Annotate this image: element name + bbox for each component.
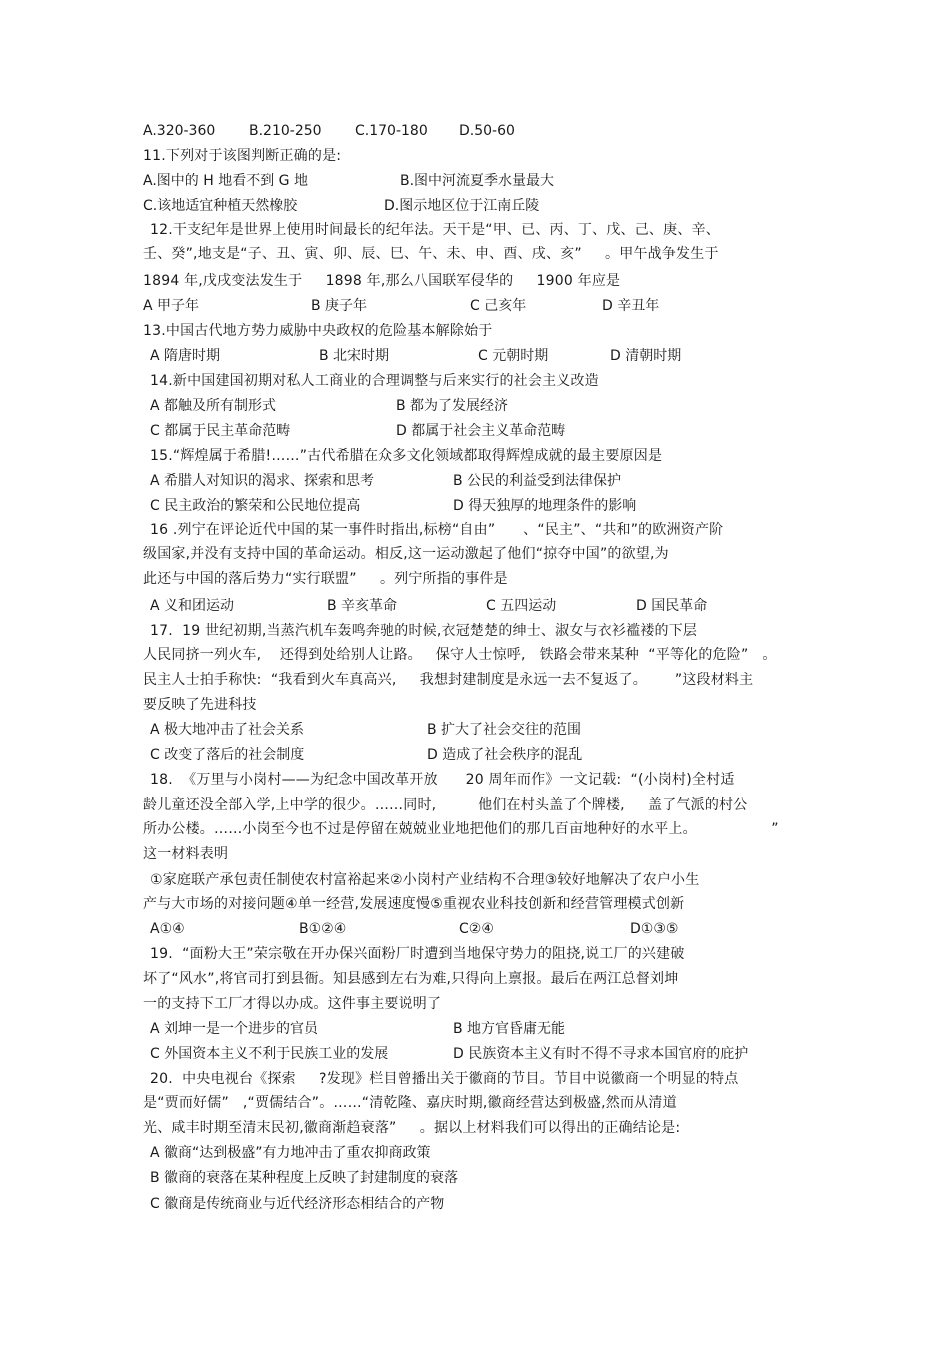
q12-stem-line-2: 壬、癸”,地支是“子、丑、寅、卯、辰、巳、午、未、申、酉、戌、亥” 。甲午战争发生于: [143, 246, 719, 262]
q18-stem-line-5: ①家庭联产承包责任制使农村富裕起来②小岗村产业结构不合理③较好地解决了农户小生: [150, 872, 700, 888]
q16-stem-line-3: 此还与中国的落后势力“实行联盟” 。列宁所指的事件是: [143, 571, 508, 587]
q12-option-d: D 辛丑年: [602, 298, 660, 314]
q18-stem-line-6: 产与大市场的对接问题④单一经营,发展速度慢⑤重视农业科技创新和经营管理模式创新: [143, 896, 685, 912]
q14-option-c: C 都属于民主革命范畴: [150, 423, 291, 439]
q14-option-b: B 都为了发展经济: [396, 398, 509, 414]
q16-option-b: B 辛亥革命: [327, 598, 398, 614]
q16-option-a: A 义和团运动: [150, 598, 235, 614]
q12-stem-line-1: 12.干支纪年是世界上使用时间最长的纪年法。天干是“甲、已、丙、丁、戊、己、庚、辛、: [150, 222, 720, 238]
q18-stem-line-3: 所办公楼。……小岗至今也不过是停留在兢兢业业地把他们的那几百亩地种好的水平上。 ”: [143, 821, 779, 837]
q17-option-c: C 改变了落后的社会制度: [150, 747, 305, 763]
q20-stem-line-1: 20. 中央电视台《探索 ?发现》栏目曾播出关于徽商的节目。节目中说徽商一个明显的特点: [150, 1071, 739, 1087]
q12-option-a: A 甲子年: [143, 298, 200, 314]
q11-option-d: D.图示地区位于江南丘陵: [384, 198, 540, 214]
q10-option-a: A.320-360: [143, 123, 216, 139]
q19-stem-line-3: 一的支持下工厂才得以办成。这件事主要说明了: [143, 996, 442, 1012]
q19-option-c: C 外国资本主义不利于民族工业的发展: [150, 1046, 389, 1062]
q16-stem-line-2: 级国家,并没有支持中国的革命运动。相反,这一运动激起了他们“掠夺中国”的欲望,为: [143, 546, 669, 562]
q16-stem-line-1: 16 .列宁在评论近代中国的某一事件时指出,标榜“自由” 、“民主”、“共和”的欧洲资产阶: [150, 522, 724, 538]
q16-option-c: C 五四运动: [486, 598, 557, 614]
q12-option-c: C 己亥年: [470, 298, 527, 314]
q20-stem-line-2: 是“贾而好儒” ,“贾儒结合”。……“清乾隆、嘉庆时期,徽商经营达到极盛,然而从清道: [143, 1095, 677, 1111]
q16-option-d: D 国民革命: [636, 598, 708, 614]
q15-option-a: A 希腊人对知识的渴求、探索和思考: [150, 473, 375, 489]
q10-option-b: B.210-250: [249, 123, 322, 139]
q18-stem-line-1: 18. 《万里与小岗村——为纪念中国改革开放 20 周年而作》一文记载: “(小岗村)全村适: [150, 772, 735, 788]
q17-option-b: B 扩大了社会交往的范围: [427, 722, 582, 738]
q14-stem: 14.新中国建国初期对私人工商业的合理调整与后来实行的社会主义改造: [150, 373, 599, 389]
q18-stem-line-2: 龄儿童还没全部入学,上中学的很少。……同时, 他们在村头盖了个牌楼, 盖了气派的村公: [143, 797, 748, 813]
q13-option-a: A 隋唐时期: [150, 348, 221, 364]
q12-stem-line-3: 1894 年,戊戌变法发生于 1898 年,那么八国联军侵华的 1900 年应是: [143, 273, 621, 289]
q17-option-a: A 极大地冲击了社会关系: [150, 722, 305, 738]
q14-option-d: D 都属于社会主义革命范畴: [396, 423, 566, 439]
q10-option-d: D.50-60: [459, 123, 515, 139]
q20-option-c: C 徽商是传统商业与近代经济形态相结合的产物: [150, 1196, 445, 1212]
q17-stem-line-2: 人民同挤一列火车, 还得到处给别人让路。 保守人士惊呼, 铁路会带来某种 “平等化的危险” 。: [143, 647, 777, 663]
q19-option-d: D 民族资本主义有时不得不寻求本国官府的庇护: [453, 1046, 749, 1062]
q11-option-c: C.该地适宜种植天然橡胶: [143, 198, 298, 214]
q18-option-a: A①④: [150, 921, 185, 937]
q17-option-d: D 造成了社会秩序的混乱: [427, 747, 583, 763]
q19-option-b: B 地方官昏庸无能: [453, 1021, 566, 1037]
q18-option-d: D①③⑤: [630, 921, 679, 937]
q18-stem-line-4: 这一材料表明: [143, 846, 229, 862]
q13-option-d: D 清朝时期: [610, 348, 682, 364]
q13-stem: 13.中国古代地方势力威胁中央政权的危险基本解除始于: [143, 323, 493, 339]
q15-stem: 15.“辉煌属于希腊!……”古代希腊在众多文化领域都取得辉煌成就的最主要原因是: [150, 448, 663, 464]
q15-option-c: C 民主政治的繁荣和公民地位提高: [150, 498, 361, 514]
q14-option-a: A 都触及所有制形式: [150, 398, 277, 414]
q18-option-b: B①②④: [299, 921, 347, 937]
q20-stem-line-3: 光、咸丰时期至清末民初,徽商渐趋衰落” 。据以上材料我们可以得出的正确结论是:: [143, 1120, 681, 1136]
q10-option-c: C.170-180: [355, 123, 428, 139]
q19-stem-line-2: 坏了“风水”,将官司打到县衙。知县感到左右为难,只得向上禀报。最后在两江总督刘坤: [143, 971, 679, 987]
q15-option-d: D 得天独厚的地理条件的影响: [453, 498, 637, 514]
q15-option-b: B 公民的利益受到法律保护: [453, 473, 622, 489]
q18-option-c: C②④: [459, 921, 494, 937]
q17-stem-line-4: 要反映了先进科技: [143, 697, 257, 713]
q11-option-b: B.图中河流夏季水量最大: [400, 173, 555, 189]
q12-option-b: B 庚子年: [311, 298, 368, 314]
q11-option-a: A.图中的 H 地看不到 G 地: [143, 173, 308, 189]
q19-option-a: A 刘坤一是一个进步的官员: [150, 1021, 319, 1037]
q19-stem-line-1: 19. “面粉大王”荣宗敬在开办保兴面粉厂时遭到当地保守势力的阻挠,说工厂的兴建破: [150, 946, 685, 962]
q17-stem-line-3: 民主人士拍手称快: “我看到火车真高兴, 我想封建制度是永远一去不复返了。 ”这段材料主: [143, 672, 754, 688]
q11-stem: 11.下列对于该图判断正确的是:: [143, 148, 342, 164]
q20-option-b: B 徽商的衰落在某种程度上反映了封建制度的衰落: [150, 1170, 459, 1186]
q17-stem-line-1: 17. 19 世纪初期,当蒸汽机车轰鸣奔驰的时候,衣冠楚楚的绅士、淑女与衣衫褴褛的下层: [150, 623, 698, 639]
q13-option-b: B 北宋时期: [319, 348, 390, 364]
q13-option-c: C 元朝时期: [478, 348, 549, 364]
q20-option-a: A 徽商“达到极盛”有力地冲击了重农抑商政策: [150, 1145, 431, 1161]
